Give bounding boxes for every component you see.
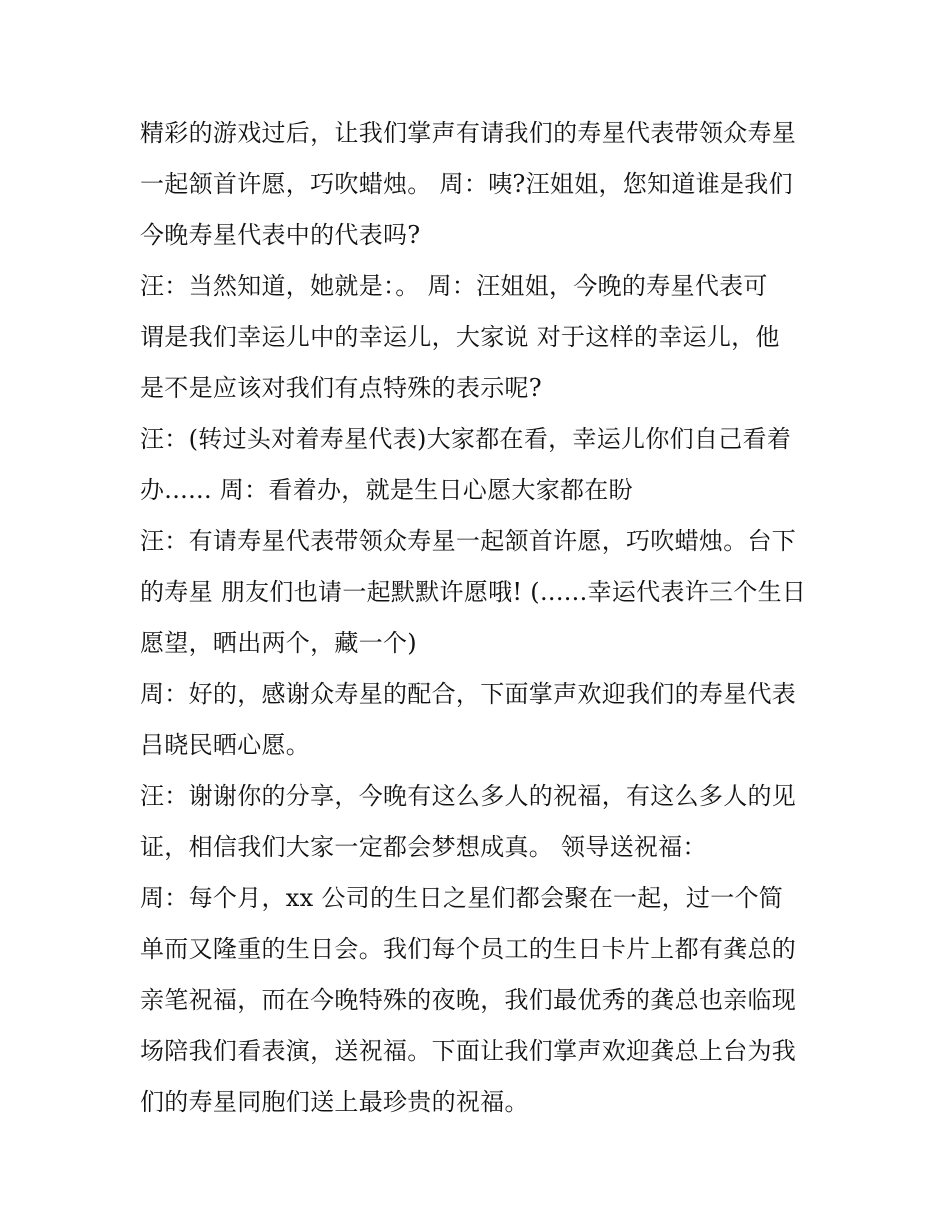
text-line: 谓是我们幸运儿中的幸运儿，大家说 对于这样的幸运儿，他 (140, 323, 780, 351)
text-line: 亲笔祝福，而在今晚特殊的夜晚，我们最优秀的龚总也亲临现 (140, 986, 797, 1014)
text-line: 一起颔首许愿，巧吹蜡烛。 周：咦?汪姐姐，您知道谁是我们 (140, 170, 793, 198)
text-line: 证，相信我们大家一定都会梦想成真。 领导送祝福： (140, 833, 707, 861)
text-line: 是不是应该对我们有点特殊的表示呢? (140, 374, 542, 402)
text-line: 汪：(转过头对着寿星代表)大家都在看，幸运儿你们自己看着 (140, 425, 792, 453)
text-line: 吕晓民晒心愿。 (140, 731, 311, 759)
text-line: 单而又隆重的生日会。我们每个员工的生日卡片上都有龚总的 (140, 935, 797, 963)
text-line: 们的寿星同胞们送上最珍贵的祝福。 (140, 1088, 529, 1116)
text-line: 愿望，晒出两个，藏一个) (140, 629, 417, 657)
document-body (140, 108, 820, 1128)
text-line: 场陪我们看表演，送祝福。下面让我们掌声欢迎龚总上台为我 (140, 1037, 797, 1065)
text-line: 汪：当然知道，她就是：。 周：汪姐姐，今晚的寿星代表可 (140, 272, 768, 300)
text-line: 周：好的，感谢众寿星的配合，下面掌声欢迎我们的寿星代表 (140, 680, 797, 708)
text-line: 汪：有请寿星代表带领众寿星一起颔首许愿，巧吹蜡烛。台下 (140, 527, 797, 555)
text-line: 的寿星 朋友们也请一起默默许愿哦! (......幸运代表许三个生日 (140, 578, 807, 606)
text-line: 汪：谢谢你的分享，今晚有这么多人的祝福，有这么多人的见 (140, 782, 797, 810)
text-line: 今晚寿星代表中的代表吗? (140, 221, 421, 249)
text-line: 办...... 周：看着办，就是生日心愿大家都在盼 (140, 476, 633, 504)
text-line: 周：每个月，xx 公司的生日之星们都会聚在一起，过一个简 (140, 884, 784, 912)
text-line: 精彩的游戏过后，让我们掌声有请我们的寿星代表带领众寿星 (140, 119, 797, 147)
